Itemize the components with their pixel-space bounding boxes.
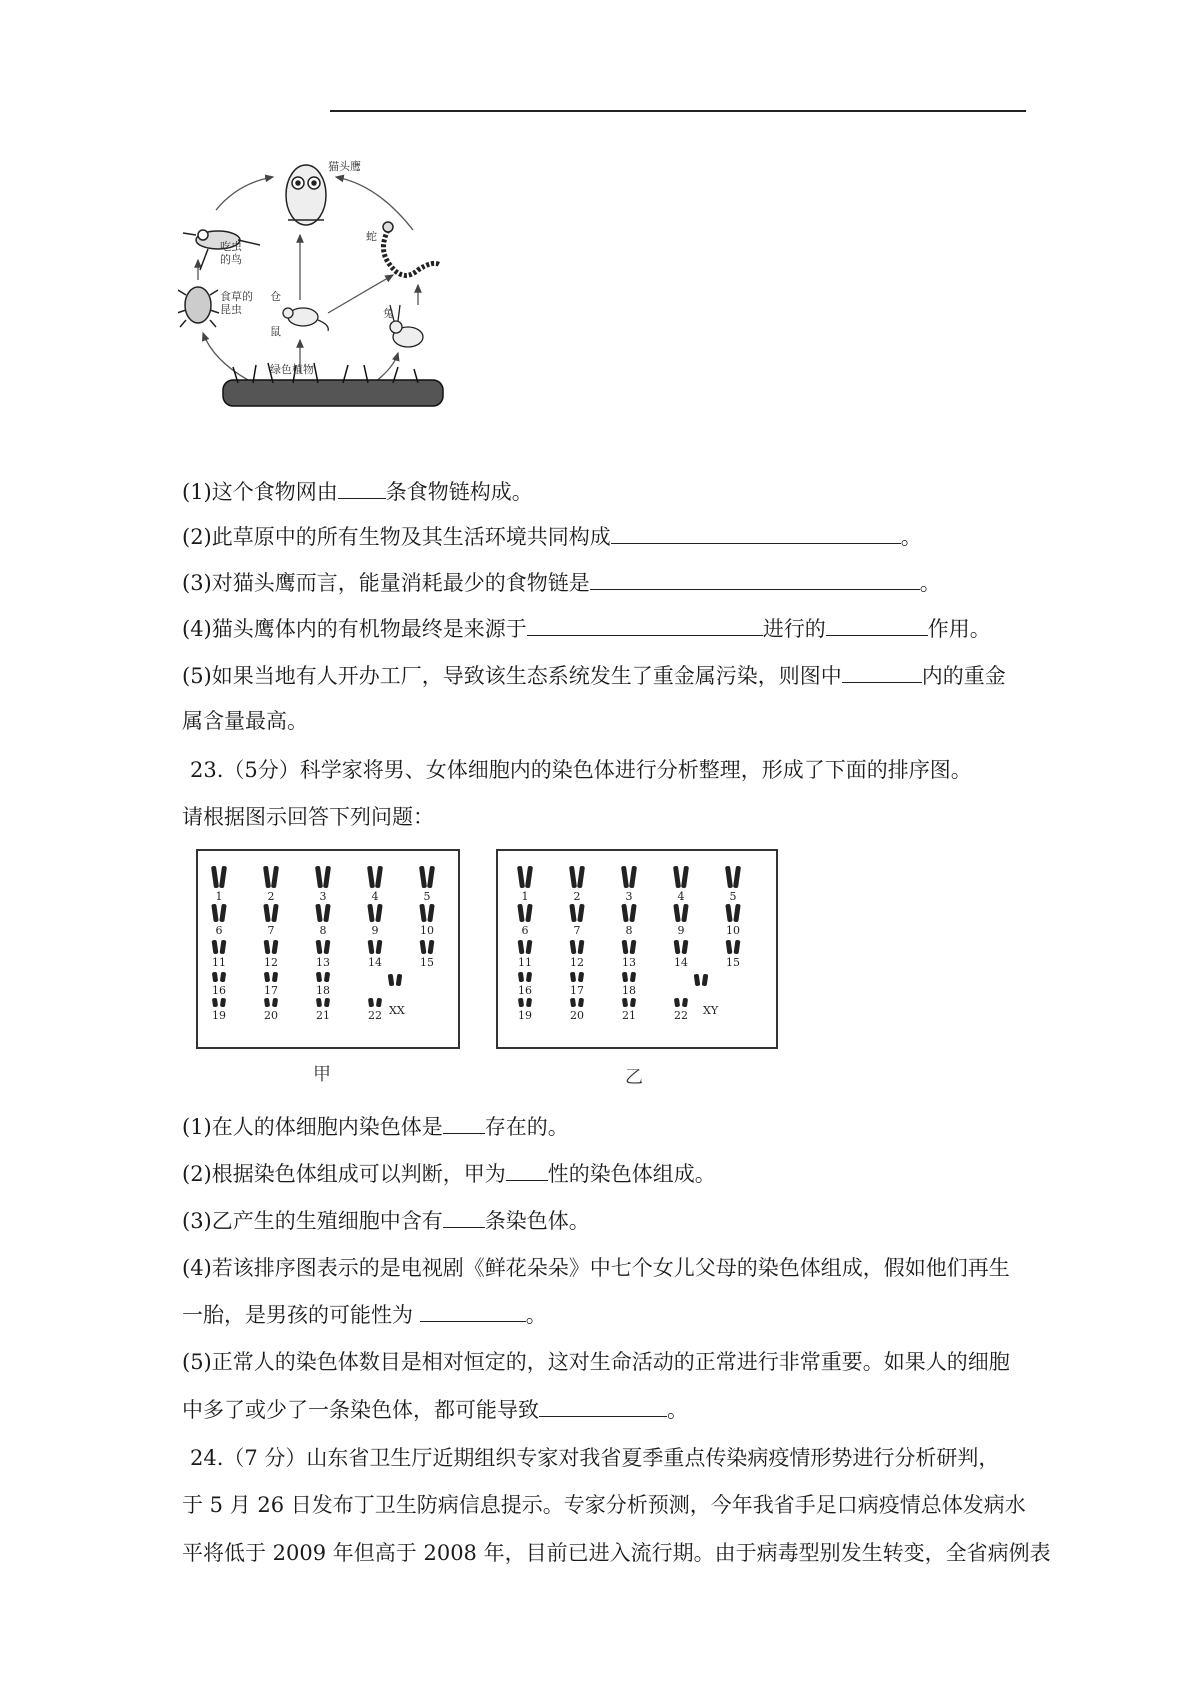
sex-chrom-label-right: XY bbox=[703, 1004, 719, 1017]
chromosome-number: 11 bbox=[518, 956, 532, 969]
blank-q23-4[interactable] bbox=[420, 1299, 526, 1322]
chromosome-number: 5 bbox=[729, 890, 737, 903]
chromosome-number: 10 bbox=[420, 924, 434, 937]
blank-q22-4b[interactable] bbox=[826, 613, 928, 636]
chromosome-number: 18 bbox=[622, 984, 636, 997]
chromosome-number: 14 bbox=[368, 956, 382, 969]
chromosome-icon bbox=[316, 998, 330, 1008]
label-mouse-mark: 仓 bbox=[270, 290, 281, 303]
q23-item-2: (2)根据染色体组成可以判断，甲为 性的染色体组成。 bbox=[182, 1158, 716, 1189]
chromosome-icon bbox=[316, 972, 330, 983]
chromosome-number: 3 bbox=[319, 890, 327, 903]
chromosome-number: 17 bbox=[264, 984, 278, 997]
chromosome-number: 3 bbox=[625, 890, 633, 903]
chromosome-icon bbox=[694, 974, 709, 987]
q23-item-1: (1)在人的体细胞内染色体是 存在的。 bbox=[182, 1111, 569, 1142]
arrow-plant-insect bbox=[203, 333, 248, 380]
chromosome-icon bbox=[569, 904, 584, 923]
chromosome-number: 15 bbox=[420, 956, 434, 969]
chromosome-icon bbox=[419, 866, 435, 888]
q23-intro-2: 请根据图示回答下列问题： bbox=[182, 805, 434, 829]
chromosome-number: 9 bbox=[677, 924, 685, 937]
chromosome-number: 13 bbox=[316, 956, 330, 969]
chromosome-icon bbox=[621, 904, 636, 923]
chromosome-icon bbox=[570, 940, 585, 955]
blank-q22-1[interactable] bbox=[338, 476, 386, 499]
q23-item-4-cont: 一胎，是男孩的可能性为 。 bbox=[182, 1299, 547, 1330]
chromosome-icon bbox=[211, 904, 226, 923]
chromosome-number: 8 bbox=[319, 924, 327, 937]
panel-label-right: 乙 bbox=[625, 1067, 643, 1088]
chromosome-icon bbox=[725, 904, 740, 923]
chromosome-icon bbox=[518, 940, 533, 955]
chromosome-number: 6 bbox=[215, 924, 223, 937]
chromosome-number: 16 bbox=[212, 984, 226, 997]
chromosome-icon bbox=[263, 866, 279, 888]
chromosome-icon bbox=[212, 998, 226, 1008]
chromosome-number: 1 bbox=[215, 890, 223, 903]
chromosome-number: 12 bbox=[570, 956, 584, 969]
chromosome-number: 21 bbox=[622, 1009, 636, 1022]
food-web-figure bbox=[178, 155, 488, 455]
chromosome-number: 13 bbox=[622, 956, 636, 969]
blank-q22-5[interactable] bbox=[842, 660, 922, 683]
label-snake: 蛇 bbox=[366, 230, 377, 243]
chromosome-number: 17 bbox=[570, 984, 584, 997]
chromosome-icon bbox=[212, 972, 226, 983]
chromosome-icon bbox=[674, 998, 688, 1008]
chromosome-icon bbox=[517, 866, 533, 888]
q22-item-4: (4)猫头鹰体内的有机物最终是来源于 进行的 作用。 bbox=[182, 613, 991, 644]
chromosome-icon bbox=[368, 998, 382, 1008]
chromosome-icon bbox=[315, 866, 331, 888]
chromosome-number: 10 bbox=[726, 924, 740, 937]
chromosome-icon bbox=[212, 940, 227, 955]
chromosome-icon bbox=[518, 998, 532, 1008]
chromosome-icon bbox=[622, 972, 636, 983]
label-plant: 绿色植物 bbox=[270, 363, 314, 376]
chromosome-icon bbox=[316, 940, 331, 955]
chromosome-number: 11 bbox=[212, 956, 226, 969]
q24-line-3: 平将低于 2009 年但高于 2008 年，目前已进入流行期。由于病毒型别发生转变，全省病例表 bbox=[182, 1541, 1051, 1565]
chromosome-number: 20 bbox=[570, 1009, 584, 1022]
chromosome-number: 22 bbox=[674, 1009, 688, 1022]
mouse-icon bbox=[283, 308, 328, 331]
label-insect-1: 食草的 bbox=[220, 290, 253, 303]
karyotype-figure bbox=[195, 848, 785, 1093]
q24-line-2: 于 5 月 26 日发布丁卫生防病信息提示。专家分析预测，今年我省手足口病疫情总体发病水 bbox=[182, 1493, 1026, 1517]
label-bird-2: 的鸟 bbox=[220, 253, 242, 266]
chromosome-number: 9 bbox=[371, 924, 379, 937]
chromosome-number: 5 bbox=[423, 890, 431, 903]
arrow-bird-owl bbox=[216, 177, 273, 210]
q23-item-5: (5)正常人的染色体数目是相对恒定的，这对生命活动的正常进行非常重要。如果人的细胞 bbox=[182, 1350, 1010, 1374]
chromosome-icon bbox=[368, 940, 383, 955]
chromosome-icon bbox=[264, 940, 279, 955]
owl-icon bbox=[286, 165, 326, 225]
blank-q22-3[interactable] bbox=[590, 567, 920, 590]
q22-item-5-cont: 属含量最高。 bbox=[182, 709, 308, 733]
chromosome-number: 7 bbox=[267, 924, 275, 937]
chromosome-icon bbox=[621, 866, 637, 888]
chromosome-icon bbox=[725, 866, 741, 888]
chromosome-number: 8 bbox=[625, 924, 633, 937]
chromosome-icon bbox=[367, 904, 382, 923]
blank-q22-4a[interactable] bbox=[527, 613, 763, 636]
chromosome-number: 19 bbox=[212, 1009, 226, 1022]
q22-item-2: (2)此草原中的所有生物及其生活环境共同构成 。 bbox=[182, 521, 922, 552]
chromosome-number: 4 bbox=[371, 890, 379, 903]
chromosome-number: 18 bbox=[316, 984, 330, 997]
chromosome-number: 19 bbox=[518, 1009, 532, 1022]
q24-line-1: 24.（7 分）山东省卫生厅近期组织专家对我省夏季重点传染病疫情形势进行分析研判， bbox=[190, 1446, 1000, 1470]
chromosome-icon bbox=[622, 940, 637, 955]
chromosome-number: 2 bbox=[267, 890, 275, 903]
arrow-snake-owl bbox=[336, 177, 413, 230]
chromosome-icon bbox=[367, 866, 383, 888]
chromosome-icon bbox=[673, 904, 688, 923]
q22-item-1: (1)这个食物网由 条食物链构成。 bbox=[182, 476, 533, 507]
chromosome-number: 4 bbox=[677, 890, 685, 903]
chromosome-icon bbox=[264, 998, 278, 1008]
rabbit-icon bbox=[390, 305, 423, 347]
chromosome-icon bbox=[315, 904, 330, 923]
grass-icon bbox=[223, 363, 443, 406]
label-owl: 猫头鹰 bbox=[328, 160, 361, 173]
chromosome-icon bbox=[518, 972, 532, 983]
label-mouse: 鼠 bbox=[270, 325, 281, 338]
q22-item-3: (3)对猫头鹰而言，能量消耗最少的食物链是 。 bbox=[182, 567, 941, 598]
q23-intro-1: 23.（5分）科学家将男、女体细胞内的染色体进行分析整理，形成了下面的排序图。 bbox=[190, 758, 972, 782]
chromosome-icon bbox=[674, 940, 689, 955]
label-bird-1: 吃虫 bbox=[220, 240, 242, 253]
chromosome-number: 20 bbox=[264, 1009, 278, 1022]
chromosome-number: 7 bbox=[573, 924, 581, 937]
blank-q22-2[interactable] bbox=[611, 521, 901, 544]
chromosome-number: 2 bbox=[573, 890, 581, 903]
chromosome-icon bbox=[388, 974, 403, 987]
q23-item-3: (3)乙产生的生殖细胞中含有 条染色体。 bbox=[182, 1205, 590, 1236]
blank-q23-1[interactable] bbox=[443, 1111, 485, 1134]
q23-item-4: (4)若该排序图表示的是电视剧《鲜花朵朵》中七个女儿父母的染色体组成，假如他们再生 bbox=[182, 1256, 1010, 1280]
chromosome-icon bbox=[420, 940, 435, 955]
chromosome-number: 6 bbox=[521, 924, 529, 937]
chromosome-icon bbox=[726, 940, 741, 955]
chromosome-icon bbox=[673, 866, 689, 888]
chromosome-icon bbox=[569, 866, 585, 888]
q23-item-5-cont: 中多了或少了一条染色体，都可能导致 。 bbox=[182, 1394, 688, 1425]
chromosome-number: 16 bbox=[518, 984, 532, 997]
blank-q23-2[interactable] bbox=[506, 1158, 548, 1181]
insect-icon bbox=[178, 287, 219, 327]
header-rule bbox=[330, 110, 1026, 112]
chromosome-icon bbox=[570, 998, 584, 1008]
panel-label-left: 甲 bbox=[313, 1064, 331, 1085]
chromosome-number: 12 bbox=[264, 956, 278, 969]
label-rabbit: 兔 bbox=[383, 307, 394, 320]
blank-q23-5[interactable] bbox=[539, 1394, 667, 1417]
blank-q23-3[interactable] bbox=[443, 1205, 485, 1228]
chromosome-icon bbox=[419, 904, 434, 923]
chromosome-icon bbox=[211, 866, 227, 888]
snake-icon bbox=[383, 222, 440, 275]
chromosome-number: 15 bbox=[726, 956, 740, 969]
chromosome-icon bbox=[622, 998, 636, 1008]
chromosome-icon bbox=[570, 972, 584, 983]
chromosome-icon bbox=[264, 972, 278, 983]
chromosome-number: 21 bbox=[316, 1009, 330, 1022]
chromosome-icon bbox=[263, 904, 278, 923]
chromosome-number: 14 bbox=[674, 956, 688, 969]
chromosome-number: 1 bbox=[521, 890, 529, 903]
sex-chrom-label-left: XX bbox=[389, 1004, 405, 1017]
q22-item-5: (5)如果当地有人开办工厂，导致该生态系统发生了重金属污染，则图中 内的重金 bbox=[182, 660, 1006, 691]
label-insect-2: 昆虫 bbox=[220, 303, 242, 316]
chromosome-icon bbox=[517, 904, 532, 923]
chromosome-number: 22 bbox=[368, 1009, 382, 1022]
